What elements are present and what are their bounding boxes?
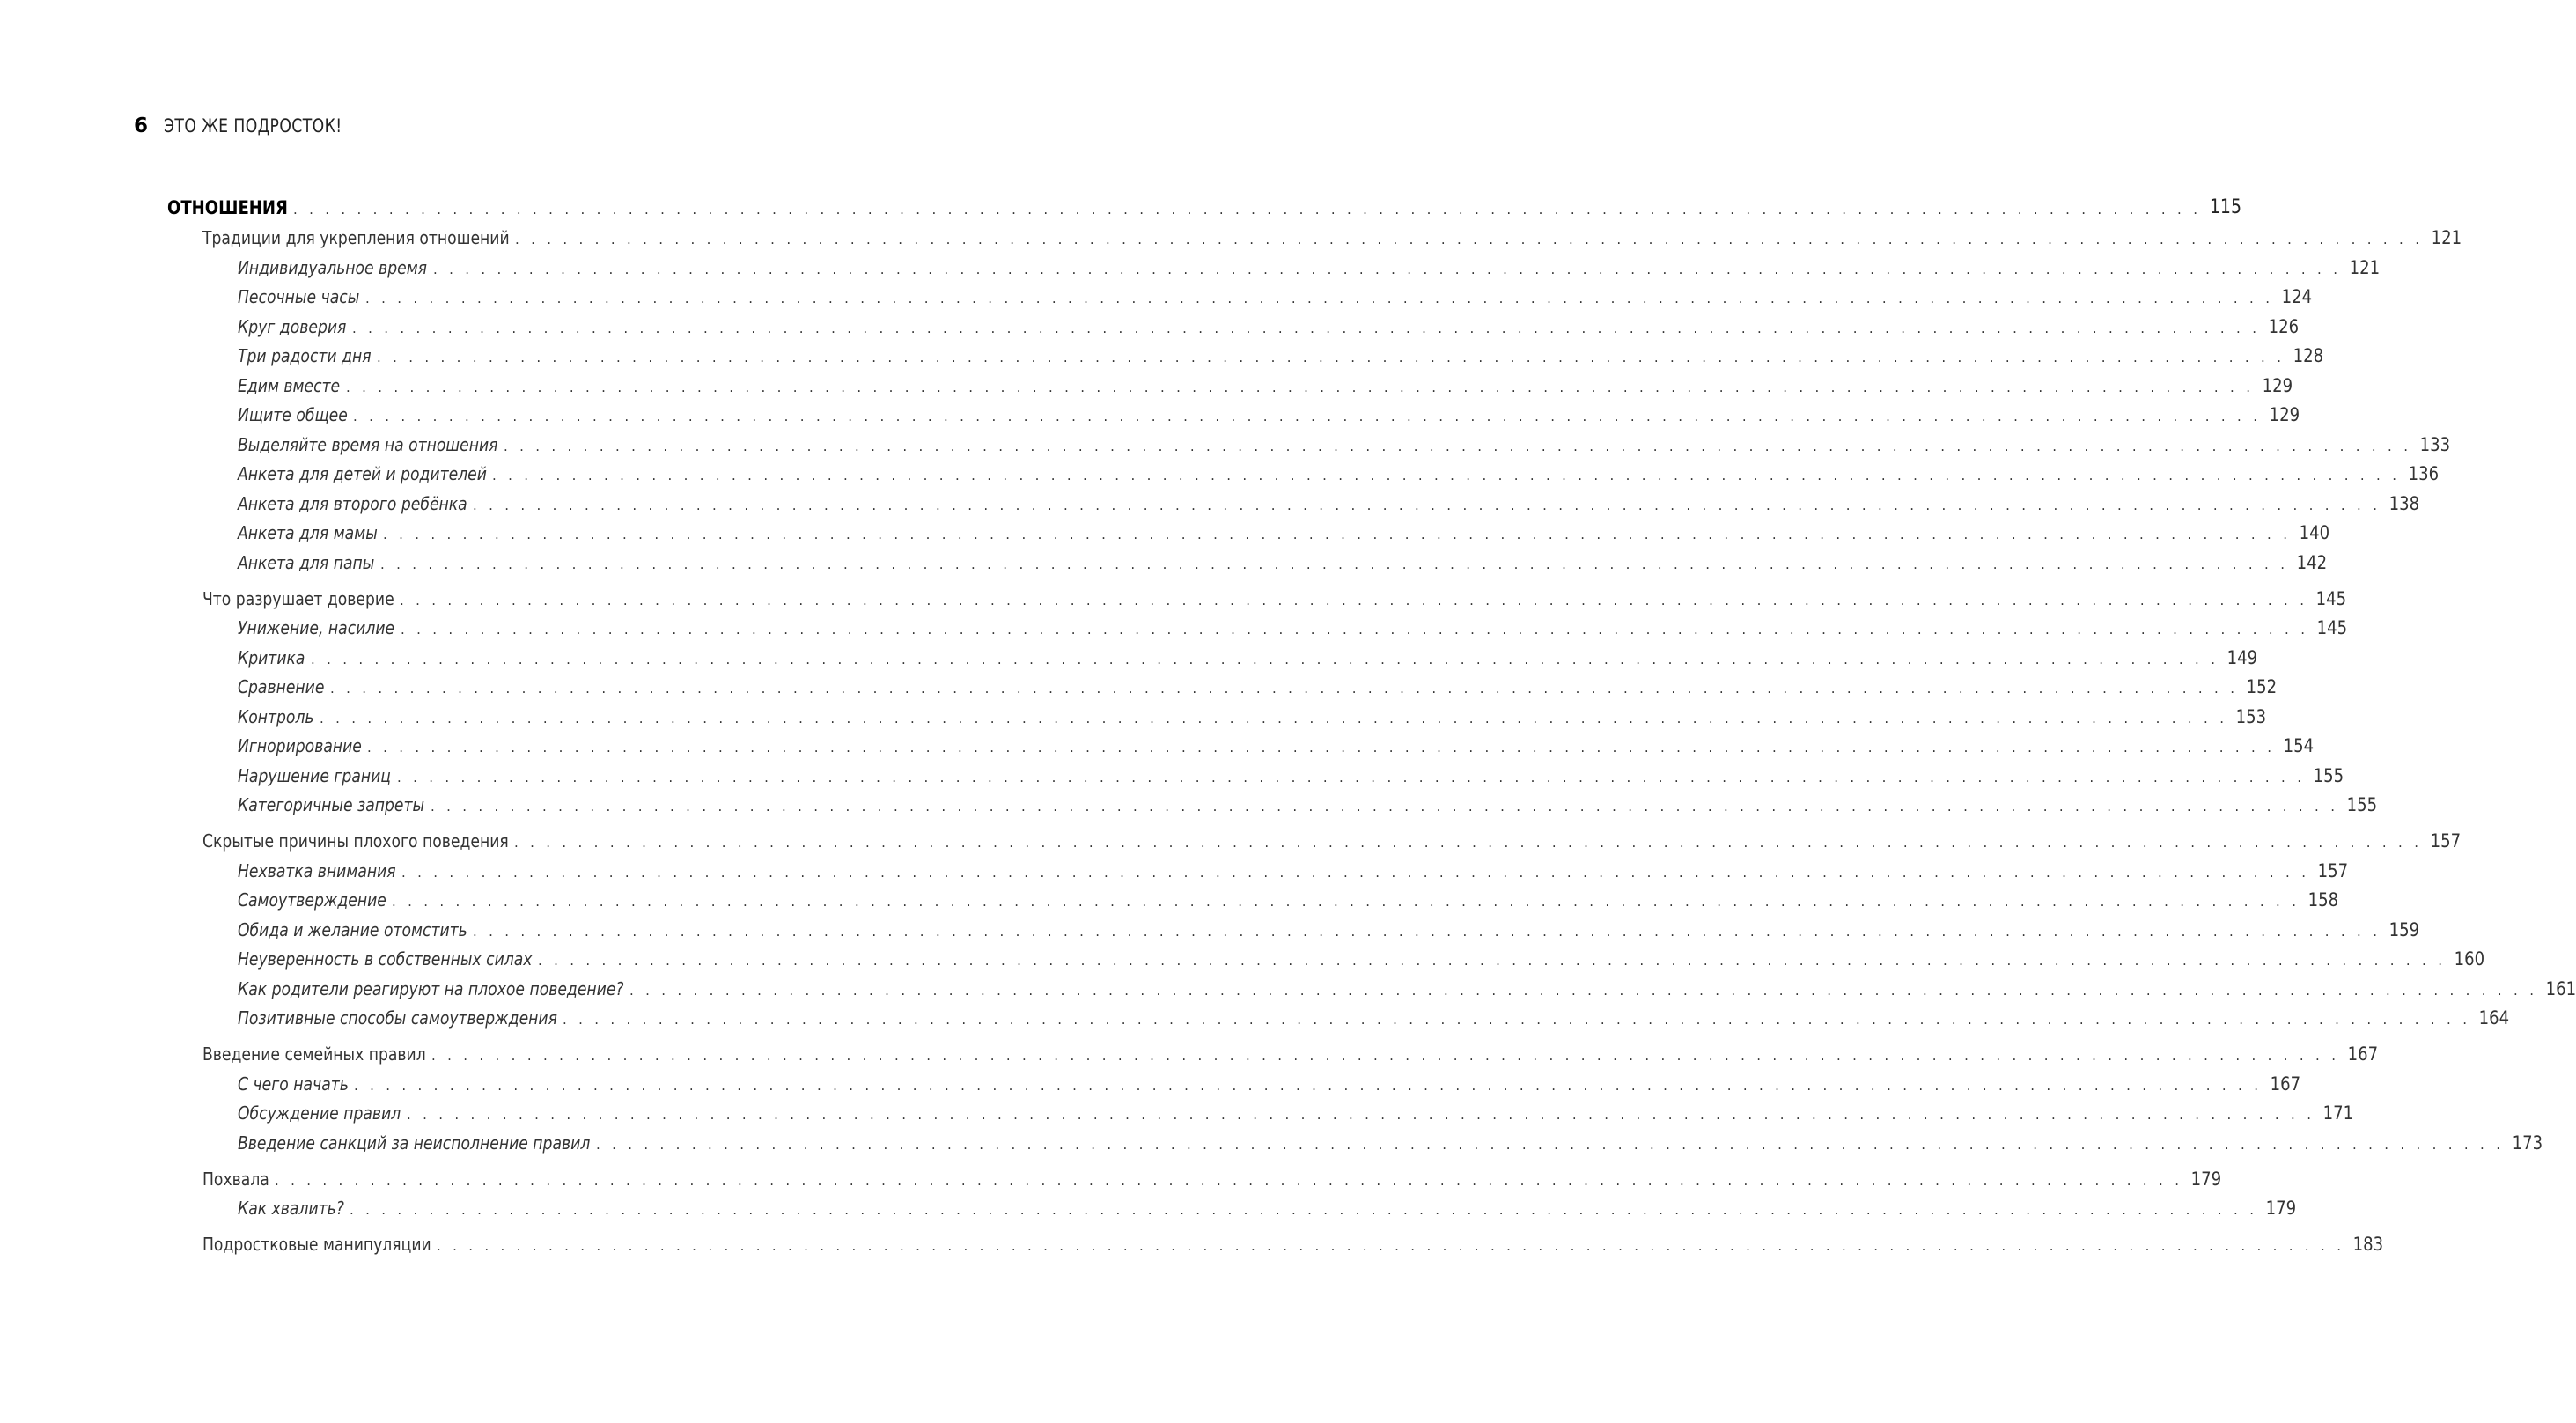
toc-item — [167, 1124, 2543, 1154]
leader-dots: . . . . . . . . . . . . . . . . . . . . . . . . . . . . . . . . . . . . . . . . . . . . . . . . . . . . . . . . . . . . . . . . . . . . . . . . . . . . . . . . . . . . . . . . . . . . . . . . . . . . . . . . . . . . . . . . . . . . . . . . — [407, 1107, 2315, 1123]
toc-item — [167, 396, 2300, 426]
leader-dots: . . . . . . . . . . . . . . . . . . . . . . . . . . . . . . . . . . . . . . . . . . . . . . . . . . . . . . . . . . . . . . . . . . . . . . . . . . . . . . . . . . . . . . . . . . . . . . . . . . . . . . . . . . . . . . . . . . . . . . . . — [563, 1012, 2471, 1028]
leader-dots: . . . . . . . . . . . . . . . . . . . . . . . . . . . . . . . . . . . . . . . . . . . . . . . . . . . . . . . . . . . . . . . . . . . . . . . . . . . . . . . . . . . . . . . . . . . . . . . . . . . . . . . . . . . . . . . . . . . . . . . . — [311, 651, 2219, 667]
toc-entry-page: 167 — [2339, 1043, 2378, 1065]
toc-item — [167, 307, 2300, 337]
toc-item — [167, 514, 2330, 544]
leader-dots: . . . . . . . . . . . . . . . . . . . . . . . . . . . . . . . . . . . . . . . . . . . . . . . . . . . . . . . . . . . . . . . . . . . . . . . . . . . . . . . . . . . . . . . . . . . . . . . . . . . . . . . . . . . . . . . . . . . . . . . . — [354, 1077, 2263, 1094]
toc-entry-page: 145 — [2307, 588, 2346, 609]
toc-entry-title: Нехватка внимания — [238, 860, 401, 881]
toc-entry-title: Индивидуальное время — [238, 257, 433, 278]
leader-dots: . . . . . . . . . . . . . . . . . . . . . . . . . . . . . . . . . . . . . . . . . . . . . . . . . . . . . . . . . . . . . . . . . . . . . . . . . . . . . . . . . . . . . . . . . . . . . . . . . . . . . . . . . . . . . . . . . . . . . . . . — [377, 350, 2285, 365]
toc-item — [167, 484, 2420, 514]
toc-entry-title: Введение семейных правил — [202, 1043, 431, 1065]
toc-entry-title: Как родители реагируют на плохое поведение? — [238, 978, 629, 999]
running-title: ЭТО ЖЕ ПОДРОСТОК! — [164, 115, 342, 136]
toc-item — [167, 786, 2378, 816]
leader-dots: . . . . . . . . . . . . . . . . . . . . . . . . . . . . . . . . . . . . . . . . . . . . . . . . . . . . . . . . . . . . . . . . . . . . . . . . . . . . . . . . . . . . . . . . . . . . . . . . . . . . . . . . . . . . . . . . . . . . . . . . — [380, 556, 2289, 572]
toc-entry-title: Подростковые манипуляции — [202, 1234, 437, 1255]
leader-dots: . . . . . . . . . . . . . . . . . . . . . . . . . . . . . . . . . . . . . . . . . . . . . . . . . . . . . . . . . . . . . . . . . . . . . . . . . . . . . . . . . . . . . . . . . . . . . . . . . . . . . . . . . . . . . . . . . . . . . . . . — [629, 982, 2538, 999]
toc-entry-title: Выделяйте время на отношения — [238, 434, 504, 455]
toc-entry-title: Традиции для укрепления отношений — [202, 227, 515, 248]
toc-entry-title: Анкета для папы — [238, 552, 380, 573]
toc-entry-page: 179 — [2182, 1169, 2221, 1190]
toc-entry-page: 115 — [2201, 196, 2241, 218]
toc-item — [167, 852, 2349, 881]
toc-item — [167, 1190, 2297, 1220]
leader-dots: . . . . . . . . . . . . . . . . . . . . . . . . . . . . . . . . . . . . . . . . . . . . . . . . . . . . . . . . . . . . . . . . . . . . . . . . . . . . . . . . . . . . . . . . . . . . . . . . . . . . . . . . . . . . . . . . . . . . . . . . — [330, 681, 2239, 697]
leader-dots: . . . . . . . . . . . . . . . . . . . . . . . . . . . . . . . . . . . . . . . . . . . . . . . . . . . . . . . . . . . . . . . . . . . . . . . . . . . . . . . . . . . . . . . . . . . . . . . . . . . . . . . . . . . . . . . . . . . . . . . . — [596, 1136, 2505, 1153]
toc-entry-title: Сравнение — [238, 676, 330, 697]
toc-entry-page: 155 — [2338, 794, 2377, 815]
toc-entry-page: 155 — [2305, 765, 2344, 786]
leader-dots: . . . . . . . . . . . . . . . . . . . . . . . . . . . . . . . . . . . . . . . . . . . . . . . . . . . . . . . . . . . . . . . . . . . . . . . . . . . . . . . . . . . . . . . . . . . . . . . . . . . . . . . . . . . . . . . . . . . . . . . . — [437, 1238, 2345, 1254]
toc-entry-page: 121 — [2423, 227, 2462, 248]
toc-entry-title: Круг доверия — [238, 316, 352, 337]
toc-item — [167, 425, 2451, 455]
toc-item — [167, 940, 2485, 970]
toc-entry-title: Три радости дня — [238, 345, 377, 366]
toc-entry-page: 149 — [2219, 647, 2257, 668]
toc-entry-page: 128 — [2285, 345, 2323, 366]
toc-entry-title: Как хвалить? — [238, 1198, 350, 1219]
leader-dots: . . . . . . . . . . . . . . . . . . . . . . . . . . . . . . . . . . . . . . . . . . . . . . . . . . . . . . . . . . . . . . . . . . . . . . . . . . . . . . . . . . . . . . . . . . . . . . . . . . . . . . . . . . . . . . . . . . . . . . . . — [514, 835, 2423, 851]
running-header — [134, 114, 381, 137]
toc-entry-title: Скрытые причины плохого поведения — [202, 830, 514, 852]
toc-entry-title: Обсуждение правил — [238, 1102, 407, 1124]
toc-subsection — [167, 822, 2462, 852]
toc-entry-page: 183 — [2344, 1234, 2383, 1255]
toc-entry-page: 154 — [2275, 735, 2314, 756]
leader-dots: . . . . . . . . . . . . . . . . . . . . . . . . . . . . . . . . . . . . . . . . . . . . . . . . . . . . . . . . . . . . . . . . . . . . . . . . . . . . . . . . . . . . . . . . . . . . . . . . . . . . . . . . . . . . . . . . . . . . . . . . — [504, 438, 2412, 454]
toc-item — [167, 756, 2344, 786]
toc-item — [167, 881, 2339, 911]
leader-dots: . . . . . . . . . . . . . . . . . . . . . . . . . . . . . . . . . . . . . . . . . . . . . . . . . . . . . . . . . . . . . . . . . . . . . . . . . . . . . . . . . . . . . . . . . . . . . . . . . . . . . . . . . . . . . . . . . . . . . . . . — [352, 320, 2261, 336]
leader-dots: . . . . . . . . . . . . . . . . . . . . . . . . . . . . . . . . . . . . . . . . . . . . . . . . . . . . . . . . . . . . . . . . . . . . . . . . . . . . . . . . . . . . . . . . . . . . . . . . . . . . . . . . . . . . . . . . . . . . . . . . — [353, 409, 2262, 424]
toc-entry-page: 157 — [2309, 860, 2348, 881]
toc-entry-page: 136 — [2400, 463, 2439, 484]
leader-dots: . . . . . . . . . . . . . . . . . . . . . . . . . . . . . . . . . . . . . . . . . . . . . . . . . . . . . . . . . . . . . . . . . . . . . . . . . . . . . . . . . . . . . . . . . . . . . . . . . . . . . . . . . . . . . . . . . . . . . . . . — [401, 622, 2309, 638]
toc-entry-title: Ищите общее — [238, 404, 353, 425]
leader-dots: . . . . . . . . . . . . . . . . . . . . . . . . . . . . . . . . . . . . . . . . . . . . . . . . . . . . . . . . . . . . . . . . . . . . . . . . . . . . . . . . . . . . . . . . . . . . . . . . . . . . . . . . . . . . . . . . . . . . . . . . — [401, 864, 2310, 881]
toc-item — [167, 638, 2258, 668]
toc-entry-title: Критика — [238, 647, 311, 668]
toc-entry-page: 159 — [2381, 919, 2419, 940]
toc-entry-page: 124 — [2273, 286, 2312, 307]
toc-item — [167, 999, 2510, 1029]
toc-section-heading — [167, 183, 2242, 218]
toc-entry-page: 161 — [2537, 978, 2576, 999]
toc-item — [167, 1065, 2301, 1095]
toc-entry-page: 126 — [2260, 316, 2299, 337]
toc-subsection — [167, 218, 2462, 248]
toc-entry-title: ОТНОШЕНИЯ — [167, 197, 293, 218]
toc-entry-page: 138 — [2381, 493, 2419, 514]
toc-entry-title: С чего начать — [238, 1073, 354, 1095]
leader-dots: . . . . . . . . . . . . . . . . . . . . . . . . . . . . . . . . . . . . . . . . . . . . . . . . . . . . . . . . . . . . . . . . . . . . . . . . . . . . . . . . . . . . . . . . . . . . . . . . . . . . . . . . . . . . . . . . . . . . . . . . — [431, 1048, 2340, 1064]
leader-dots: . . . . . . . . . . . . . . . . . . . . . . . . . . . . . . . . . . . . . . . . . . . . . . . . . . . . . . . . . . . . . . . . . . . . . . . . . . . . . . . . . . . . . . . . . . . . . . . . . . . . . . . . . . . . . . . . . . . . . . . . — [365, 291, 2274, 306]
toc-item — [167, 248, 2381, 278]
toc-entry-page: 171 — [2315, 1102, 2353, 1124]
page-number: 6 — [134, 114, 149, 137]
toc-entry-title: Едим вместе — [238, 375, 346, 396]
toc-item — [167, 455, 2440, 485]
toc-entry-title: Самоутверждение — [238, 889, 392, 911]
toc-entry-title: Унижение, насилие — [238, 617, 401, 638]
toc-entry-page: 129 — [2254, 375, 2293, 396]
table-of-contents — [167, 183, 2576, 1255]
toc-entry-page: 140 — [2291, 522, 2329, 543]
toc-entry-page: 173 — [2504, 1132, 2543, 1154]
toc-entry-title: Что разрушает доверие — [202, 588, 400, 609]
toc-entry-page: 157 — [2422, 830, 2461, 852]
toc-entry-page: 129 — [2261, 404, 2300, 425]
leader-dots: . . . . . . . . . . . . . . . . . . . . . . . . . . . . . . . . . . . . . . . . . . . . . . . . . . . . . . . . . . . . . . . . . . . . . . . . . . . . . . . . . . . . . . . . . . . . . . . . . . . . . . . . . . . . . . . . . . . . . . . . — [515, 232, 2424, 247]
toc-item — [167, 668, 2278, 698]
toc-item — [167, 727, 2315, 757]
toc-entry-title: Позитивные способы самоутверждения — [238, 1007, 563, 1029]
toc-entry-title: Неуверенность в собственных силах — [238, 948, 538, 970]
leader-dots: . . . . . . . . . . . . . . . . . . . . . . . . . . . . . . . . . . . . . . . . . . . . . . . . . . . . . . . . . . . . . . . . . . . . . . . . . . . . . . . . . . . . . . . . . . . . . . . . . . . . . . . . . . . . . . . . . . . . . . . . — [473, 923, 2381, 940]
toc-entry-page: 167 — [2262, 1073, 2300, 1095]
leader-dots: . . . . . . . . . . . . . . . . . . . . . . . . . . . . . . . . . . . . . . . . . . . . . . . . . . . . . . . . . . . . . . . . . . . . . . . . . . . . . . . . . . . . . . . . . . . . . . . . . . . . . . . . . . . . . . . . . . . . . . . . — [320, 710, 2228, 726]
toc-item — [167, 337, 2324, 367]
leader-dots: . . . . . . . . . . . . . . . . . . . . . . . . . . . . . . . . . . . . . . . . . . . . . . . . . . . . . . . . . . . . . . . . . . . . . . . . . . . . . . . . . . . . . . . . . . . . . . . . . . . . . . . . . . . . . . . . . . . . . . . . — [293, 202, 2202, 218]
toc-item — [167, 697, 2267, 727]
leader-dots: . . . . . . . . . . . . . . . . . . . . . . . . . . . . . . . . . . . . . . . . . . . . . . . . . . . . . . . . . . . . . . . . . . . . . . . . . . . . . . . . . . . . . . . . . . . . . . . . . . . . . . . . . . . . . . . . . . . . . . . . — [431, 799, 2339, 815]
toc-entry-page: 164 — [2470, 1007, 2509, 1029]
toc-entry-page: 152 — [2238, 676, 2277, 697]
toc-item — [167, 366, 2293, 396]
toc-entry-title: Анкета для детей и родителей — [238, 463, 492, 484]
toc-entry-title: Анкета для мамы — [238, 522, 383, 543]
toc-item — [167, 609, 2348, 639]
leader-dots: . . . . . . . . . . . . . . . . . . . . . . . . . . . . . . . . . . . . . . . . . . . . . . . . . . . . . . . . . . . . . . . . . . . . . . . . . . . . . . . . . . . . . . . . . . . . . . . . . . . . . . . . . . . . . . . . . . . . . . . . — [538, 953, 2447, 969]
toc-item — [167, 1095, 2354, 1124]
toc-item — [167, 970, 2576, 999]
toc-entry-page: 153 — [2227, 706, 2266, 727]
toc-entry-title: Игнорирование — [238, 735, 367, 756]
leader-dots: . . . . . . . . . . . . . . . . . . . . . . . . . . . . . . . . . . . . . . . . . . . . . . . . . . . . . . . . . . . . . . . . . . . . . . . . . . . . . . . . . . . . . . . . . . . . . . . . . . . . . . . . . . . . . . . . . . . . . . . . — [275, 1172, 2183, 1189]
leader-dots: . . . . . . . . . . . . . . . . . . . . . . . . . . . . . . . . . . . . . . . . . . . . . . . . . . . . . . . . . . . . . . . . . . . . . . . . . . . . . . . . . . . . . . . . . . . . . . . . . . . . . . . . . . . . . . . . . . . . . . . . — [433, 261, 2342, 277]
toc-item — [167, 543, 2328, 573]
toc-entry-title: Введение санкций за неисполнение правил — [238, 1132, 596, 1154]
leader-dots: . . . . . . . . . . . . . . . . . . . . . . . . . . . . . . . . . . . . . . . . . . . . . . . . . . . . . . . . . . . . . . . . . . . . . . . . . . . . . . . . . . . . . . . . . . . . . . . . . . . . . . . . . . . . . . . . . . . . . . . . — [400, 592, 2308, 608]
toc-entry-title: Нарушение границ — [238, 765, 397, 786]
toc-subsection — [167, 1160, 2222, 1190]
leader-dots: . . . . . . . . . . . . . . . . . . . . . . . . . . . . . . . . . . . . . . . . . . . . . . . . . . . . . . . . . . . . . . . . . . . . . . . . . . . . . . . . . . . . . . . . . . . . . . . . . . . . . . . . . . . . . . . . . . . . . . . . — [492, 468, 2401, 483]
toc-entry-page: 121 — [2341, 257, 2380, 278]
leader-dots: . . . . . . . . . . . . . . . . . . . . . . . . . . . . . . . . . . . . . . . . . . . . . . . . . . . . . . . . . . . . . . . . . . . . . . . . . . . . . . . . . . . . . . . . . . . . . . . . . . . . . . . . . . . . . . . . . . . . . . . . — [350, 1202, 2258, 1218]
toc-entry-title: Обида и желание отомстить — [238, 919, 473, 940]
leader-dots: . . . . . . . . . . . . . . . . . . . . . . . . . . . . . . . . . . . . . . . . . . . . . . . . . . . . . . . . . . . . . . . . . . . . . . . . . . . . . . . . . . . . . . . . . . . . . . . . . . . . . . . . . . . . . . . . . . . . . . . . — [346, 379, 2255, 395]
toc-entry-page: 133 — [2411, 434, 2450, 455]
toc-entry-title: Песочные часы — [238, 286, 365, 307]
toc-entry-page: 145 — [2308, 617, 2347, 638]
toc-entry-page: 158 — [2300, 889, 2338, 911]
leader-dots: . . . . . . . . . . . . . . . . . . . . . . . . . . . . . . . . . . . . . . . . . . . . . . . . . . . . . . . . . . . . . . . . . . . . . . . . . . . . . . . . . . . . . . . . . . . . . . . . . . . . . . . . . . . . . . . . . . . . . . . . — [383, 527, 2292, 542]
toc-subsection — [167, 1225, 2384, 1255]
toc-entry-page: 160 — [2446, 948, 2484, 970]
leader-dots: . . . . . . . . . . . . . . . . . . . . . . . . . . . . . . . . . . . . . . . . . . . . . . . . . . . . . . . . . . . . . . . . . . . . . . . . . . . . . . . . . . . . . . . . . . . . . . . . . . . . . . . . . . . . . . . . . . . . . . . . — [397, 769, 2306, 785]
toc-entry-title: Похвала — [202, 1169, 275, 1190]
toc-entry-page: 179 — [2257, 1198, 2296, 1219]
toc-subsection — [167, 1035, 2379, 1065]
toc-entry-title: Контроль — [238, 706, 320, 727]
leader-dots: . . . . . . . . . . . . . . . . . . . . . . . . . . . . . . . . . . . . . . . . . . . . . . . . . . . . . . . . . . . . . . . . . . . . . . . . . . . . . . . . . . . . . . . . . . . . . . . . . . . . . . . . . . . . . . . . . . . . . . . . — [392, 894, 2300, 910]
leader-dots: . . . . . . . . . . . . . . . . . . . . . . . . . . . . . . . . . . . . . . . . . . . . . . . . . . . . . . . . . . . . . . . . . . . . . . . . . . . . . . . . . . . . . . . . . . . . . . . . . . . . . . . . . . . . . . . . . . . . . . . . — [367, 740, 2276, 756]
toc-entry-title: Категоричные запреты — [238, 794, 431, 815]
toc-entry-page: 142 — [2288, 552, 2327, 573]
leader-dots: . . . . . . . . . . . . . . . . . . . . . . . . . . . . . . . . . . . . . . . . . . . . . . . . . . . . . . . . . . . . . . . . . . . . . . . . . . . . . . . . . . . . . . . . . . . . . . . . . . . . . . . . . . . . . . . . . . . . . . . . — [473, 497, 2381, 513]
toc-entry-title: Анкета для второго ребёнка — [238, 493, 473, 514]
toc-subsection — [167, 579, 2347, 609]
toc-item — [167, 278, 2313, 308]
toc-item — [167, 911, 2420, 940]
